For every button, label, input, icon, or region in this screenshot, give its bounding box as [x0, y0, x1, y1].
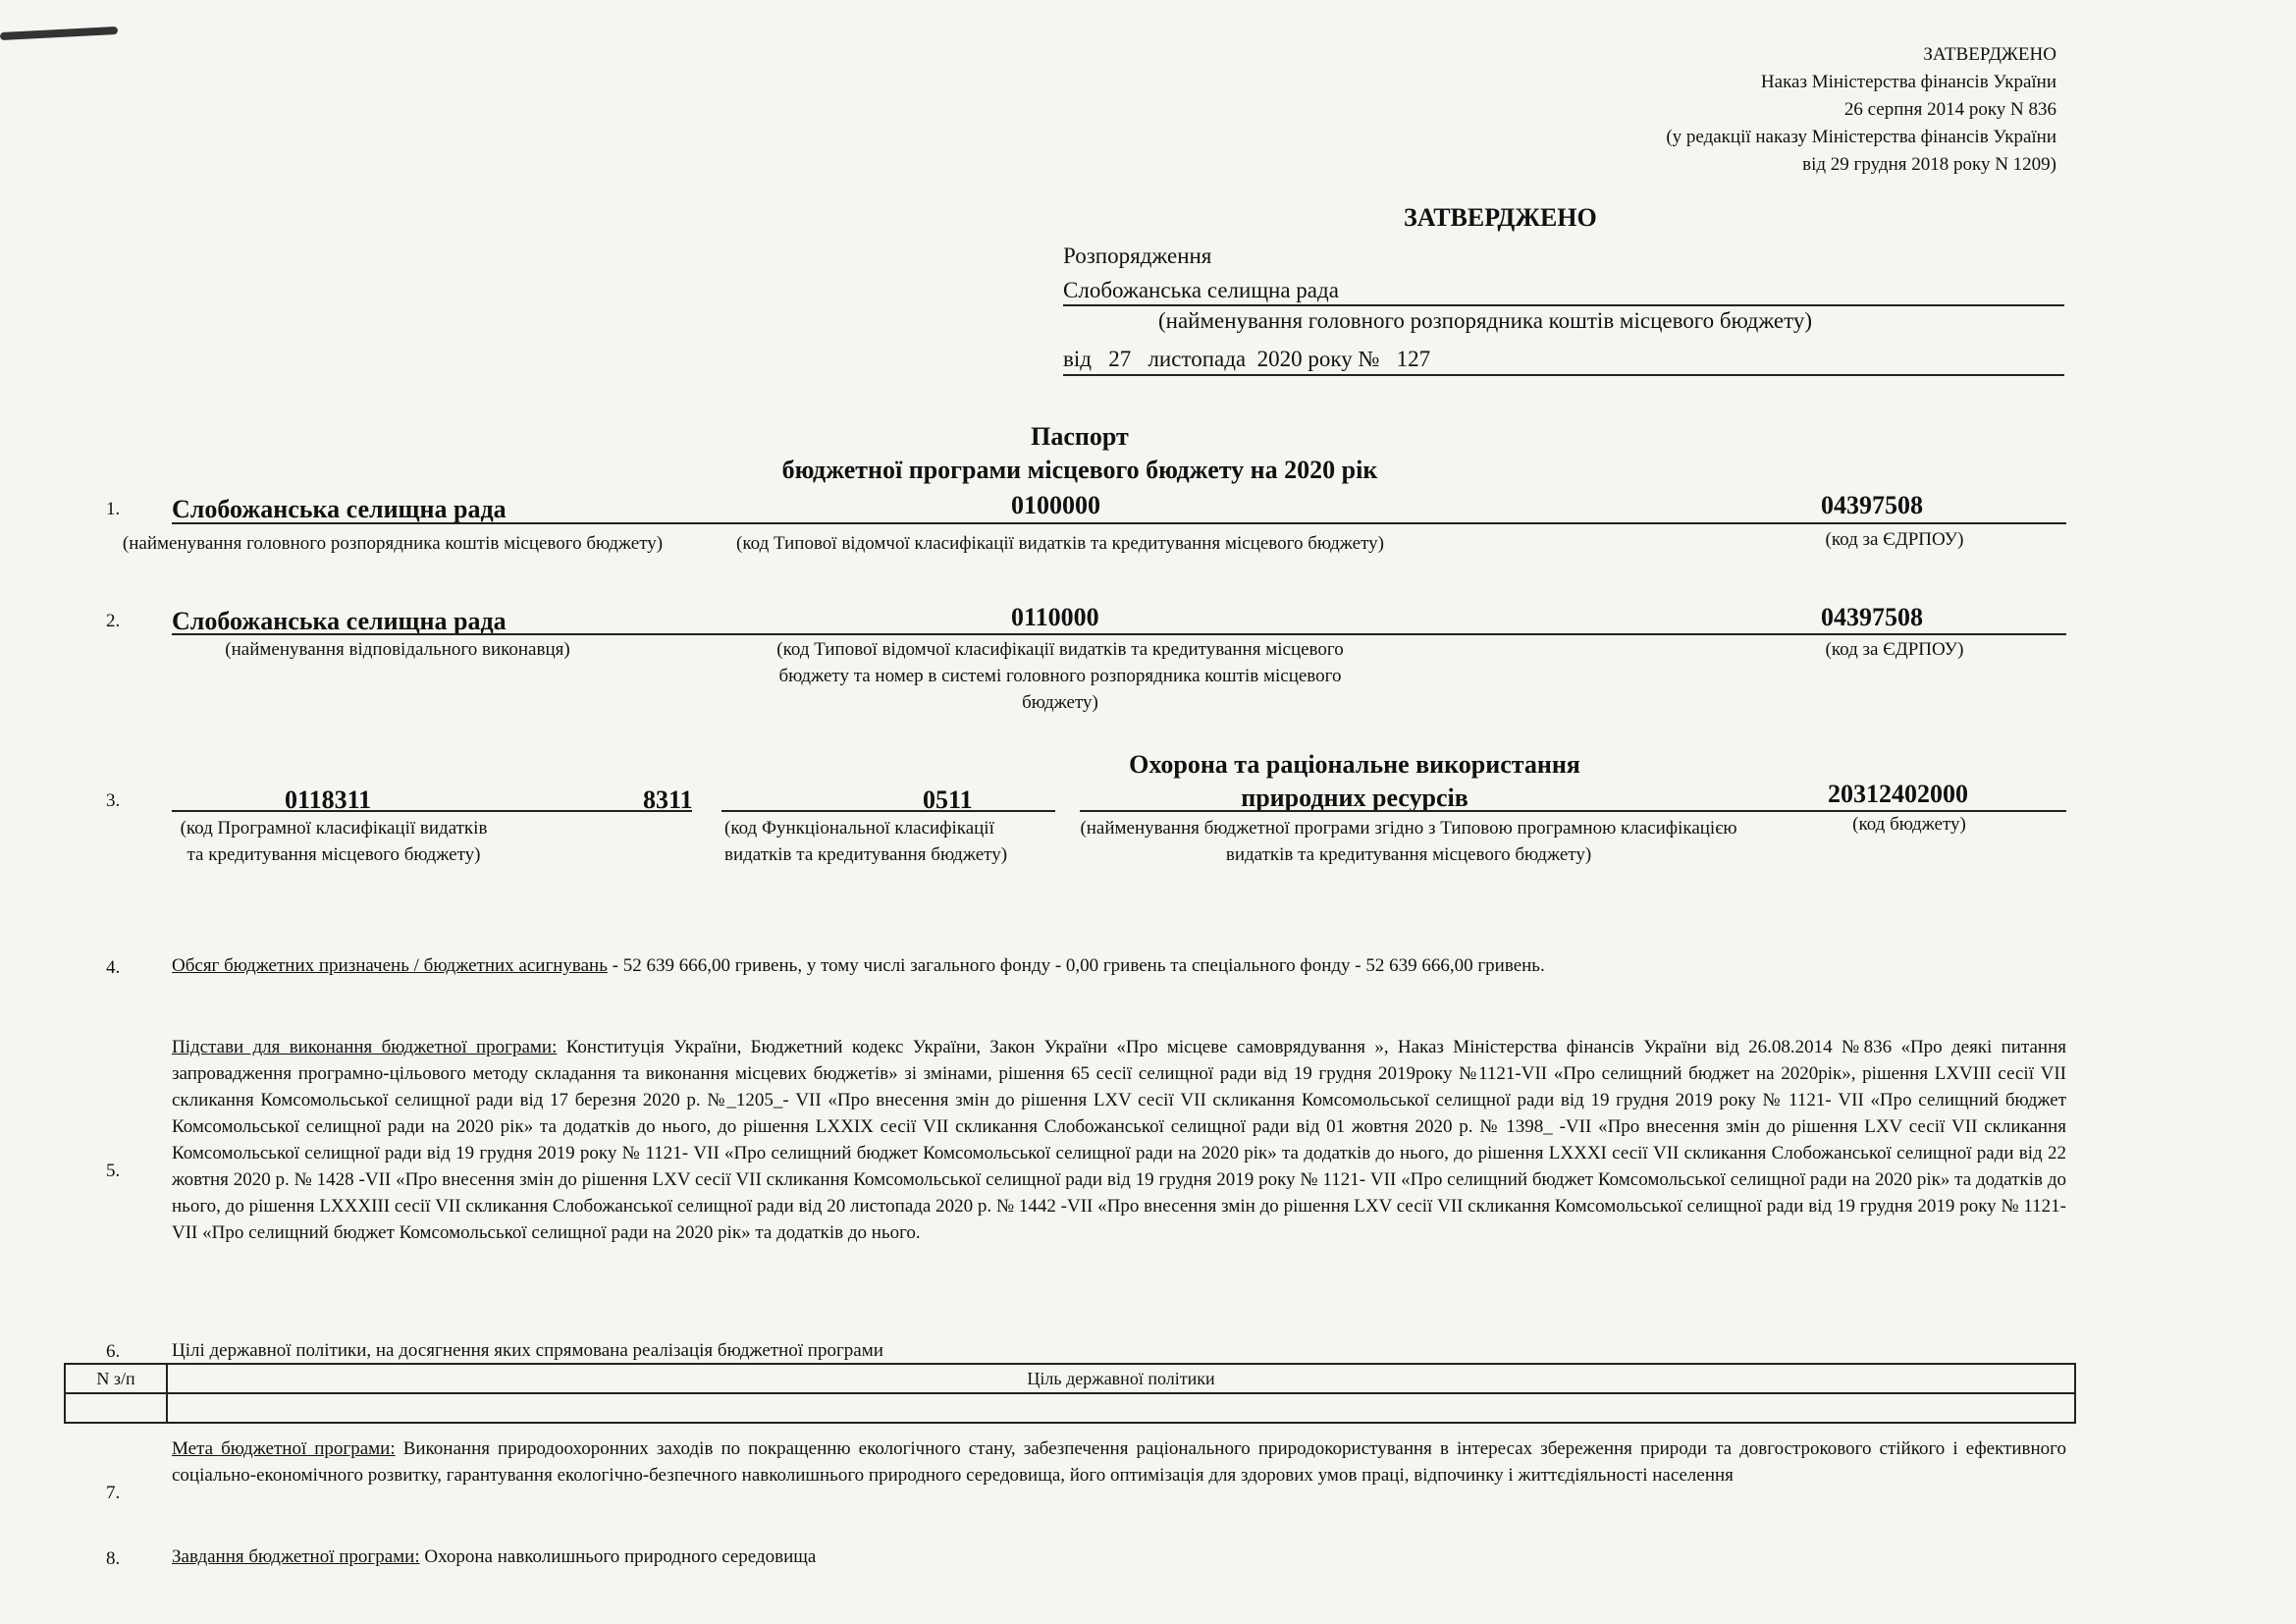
policy-goals-table	[64, 1363, 2076, 1424]
section-number: 5.	[106, 1161, 121, 1181]
s7-value: Виконання природоохоронних заходів по покращенню екологічного стану, забезпечення раціонального природокористування в інтересах збереження природи та довгострокового стійкого і ефективного соціально-економічного розвитку, гарантування екологічно-безпечного навколишнього природного середовища, його оптимізація для здорових умов праці, відпочинку і життєдіяльності населення	[172, 1438, 2066, 1486]
page-subtitle: бюджетної програми місцевого бюджету на 2020 рік	[781, 456, 1378, 484]
s3-caption-name: (найменування бюджетної програми згідно з Типовою програмною класифікацією видатків та кредитування місцевого бюджету)	[1080, 818, 1737, 865]
s1-edrpou: 04397508	[1821, 491, 1923, 519]
s3-func-code: 0511	[923, 785, 973, 814]
rule	[172, 810, 692, 812]
s2-code: 0110000	[1011, 603, 1099, 631]
approval-line: Наказ Міністерства фінансів України	[1760, 72, 2056, 92]
s2-caption-code: (код Типової відомчої класифікації видатків та кредитування місцевого бюджету та номер в системі головного розпорядника коштів місцевого бюджету)	[776, 639, 1344, 713]
table-header-row	[65, 1364, 2075, 1393]
s1-caption-edrpou: (код за ЄДРПОУ)	[1825, 529, 1964, 550]
s3-caption-budget: (код бюджету)	[1852, 814, 1966, 835]
approved-org-caption: (найменування головного розпорядника коштів місцевого бюджету)	[1158, 308, 1813, 333]
s4-text	[172, 952, 2066, 979]
scan-artifact	[0, 27, 118, 40]
table-cell	[65, 1393, 167, 1423]
s1-caption-code: (код Типової відомчої класифікації видатків та кредитування місцевого бюджету)	[736, 533, 1384, 554]
approval-line: ЗАТВЕРДЖЕНО	[1923, 44, 2056, 65]
s2-name: Слобожанська селищна рада	[172, 607, 507, 635]
approved-doc: Розпорядження	[1063, 244, 1212, 268]
table-header-number: N з/п	[65, 1364, 167, 1393]
approved-date-line: від 27 листопада 2020 року № 127	[1063, 347, 1431, 371]
approved-title: ЗАТВЕРДЖЕНО	[1404, 203, 1597, 232]
rule	[721, 810, 1055, 812]
section-number: 2.	[106, 611, 121, 631]
s3-program-name: Охорона та раціональне використання природних ресурсів	[1129, 750, 1580, 812]
s2-caption-name: (найменування відповідального виконавця)	[225, 639, 570, 660]
rule	[172, 522, 2066, 524]
page-title: Паспорт	[1031, 422, 1129, 451]
s4-value: - 52 639 666,00 гривень, у тому числі загального фонду - 0,00 гривень та спеціального фонду - 52 639 666,00 гривень.	[607, 955, 1545, 976]
s5-text	[172, 1034, 2066, 1246]
table-row	[65, 1393, 2075, 1423]
s7-text	[172, 1435, 2066, 1489]
s7-label: Мета бюджетної програми:	[172, 1438, 396, 1459]
s3-budget-code: 20312402000	[1828, 780, 1968, 808]
section-number: 7.	[106, 1483, 121, 1503]
section-number: 8.	[106, 1548, 121, 1569]
s4-label: Обсяг бюджетних призначень / бюджетних асигнувань	[172, 955, 608, 976]
s8-value: Охорона навколишнього природного середовища	[419, 1546, 817, 1567]
s5-value: Конституція України, Бюджетний кодекс України, Закон України «Про місцеве самоврядування », Наказ Міністерства фінансів України від 26.08.2014 №836 «Про деякі питання запровадження програмно-цільового методу складання та виконання місцевих бюджетів» зі змінами, рішення 65 сесії селищної ради від 19 грудня 2019року №1121-VII «Про селищний бюджет на 2020рік», рішення LXVIII сесії VII скликання Комсомольської селищної ради від 17 березня 2020 р. №_1205_- VII «Про внесення змін до рішення LXV сесії VII скликання Комсомольської селищної ради від 19 грудня 2019 року № 1121- VII «Про селищний бюджет Комсомольської селищної ради на 2020 рік» та додатків до нього, до рішення LXXIX сесії VII скликання Слобожанської селищної ради від 01 жовтня 2020 р. № 1398_ -VII «Про внесення змін до рішення LXV сесії VII скликання Комсомольської селищної ради від 19 грудня 2019 року № 1121- VII «Про селищний бюджет Комсомольської селищної ради на 2020 рік» та додатків до нього, до рішення LXXXI сесії VII скликання Слобожанської селищної ради від 22 жовтня 2020 р. № 1428 -VII «Про внесення змін до рішення LXV сесії VII скликання Комсомольської селищної ради від 19 грудня 2019 року № 1121- VII «Про селищний бюджет Комсомольської селищної ради на 2020 рік» та додатків до нього, до рішення LXXXIII сесії VII скликання Слобожанської селищної ради від 20 листопада 2020 р. № 1442 -VII «Про внесення змін до рішення LXV сесії VII скликання Комсомольської селищної ради від 19 грудня 2019 року № 1121- VII «Про селищний бюджет Комсомольської селищної ради на 2020 рік» та додатків до нього.	[172, 1037, 2066, 1243]
s1-caption-name: (найменування головного розпорядника коштів місцевого бюджету)	[122, 533, 664, 554]
s2-caption-edrpou: (код за ЄДРПОУ)	[1825, 639, 1964, 660]
approval-line: 26 серпня 2014 року N 836	[1843, 99, 2056, 120]
rule	[172, 633, 2066, 635]
section-number: 6.	[106, 1341, 121, 1362]
rule	[1063, 374, 2064, 376]
approval-stamp	[1472, 41, 2056, 179]
approved-org: Слобожанська селищна рада	[1063, 278, 1339, 302]
s2-edrpou: 04397508	[1821, 603, 1923, 631]
s3-caption-program: (код Програмної класифікації видатків та кредитування місцевого бюджету)	[180, 818, 488, 865]
section-number: 4.	[106, 957, 121, 978]
s6-text: Цілі державної політики, на досягнення яких спрямована реалізація бюджетної програми	[172, 1340, 883, 1361]
table-cell	[167, 1393, 2075, 1423]
s8-label: Завдання бюджетної програми:	[172, 1546, 420, 1567]
table-header-goal: Ціль державної політики	[167, 1364, 2075, 1393]
approval-line: (у редакції наказу Міністерства фінансів України	[1666, 127, 2056, 147]
section-number: 3.	[106, 790, 121, 811]
s3-typical-code: 8311	[643, 785, 693, 814]
s1-name: Слобожанська селищна рада	[172, 495, 507, 523]
s1-code: 0100000	[1011, 491, 1100, 519]
s8-text	[172, 1543, 816, 1570]
section-number: 1.	[106, 499, 121, 519]
approval-line: від 29 грудня 2018 року N 1209)	[1802, 154, 2056, 175]
s3-program-code: 0118311	[285, 785, 372, 814]
s3-caption-func: (код Функціональної класифікації видатків та кредитування бюджету)	[724, 818, 1008, 865]
s5-label: Підстави для виконання бюджетної програми:	[172, 1037, 558, 1057]
